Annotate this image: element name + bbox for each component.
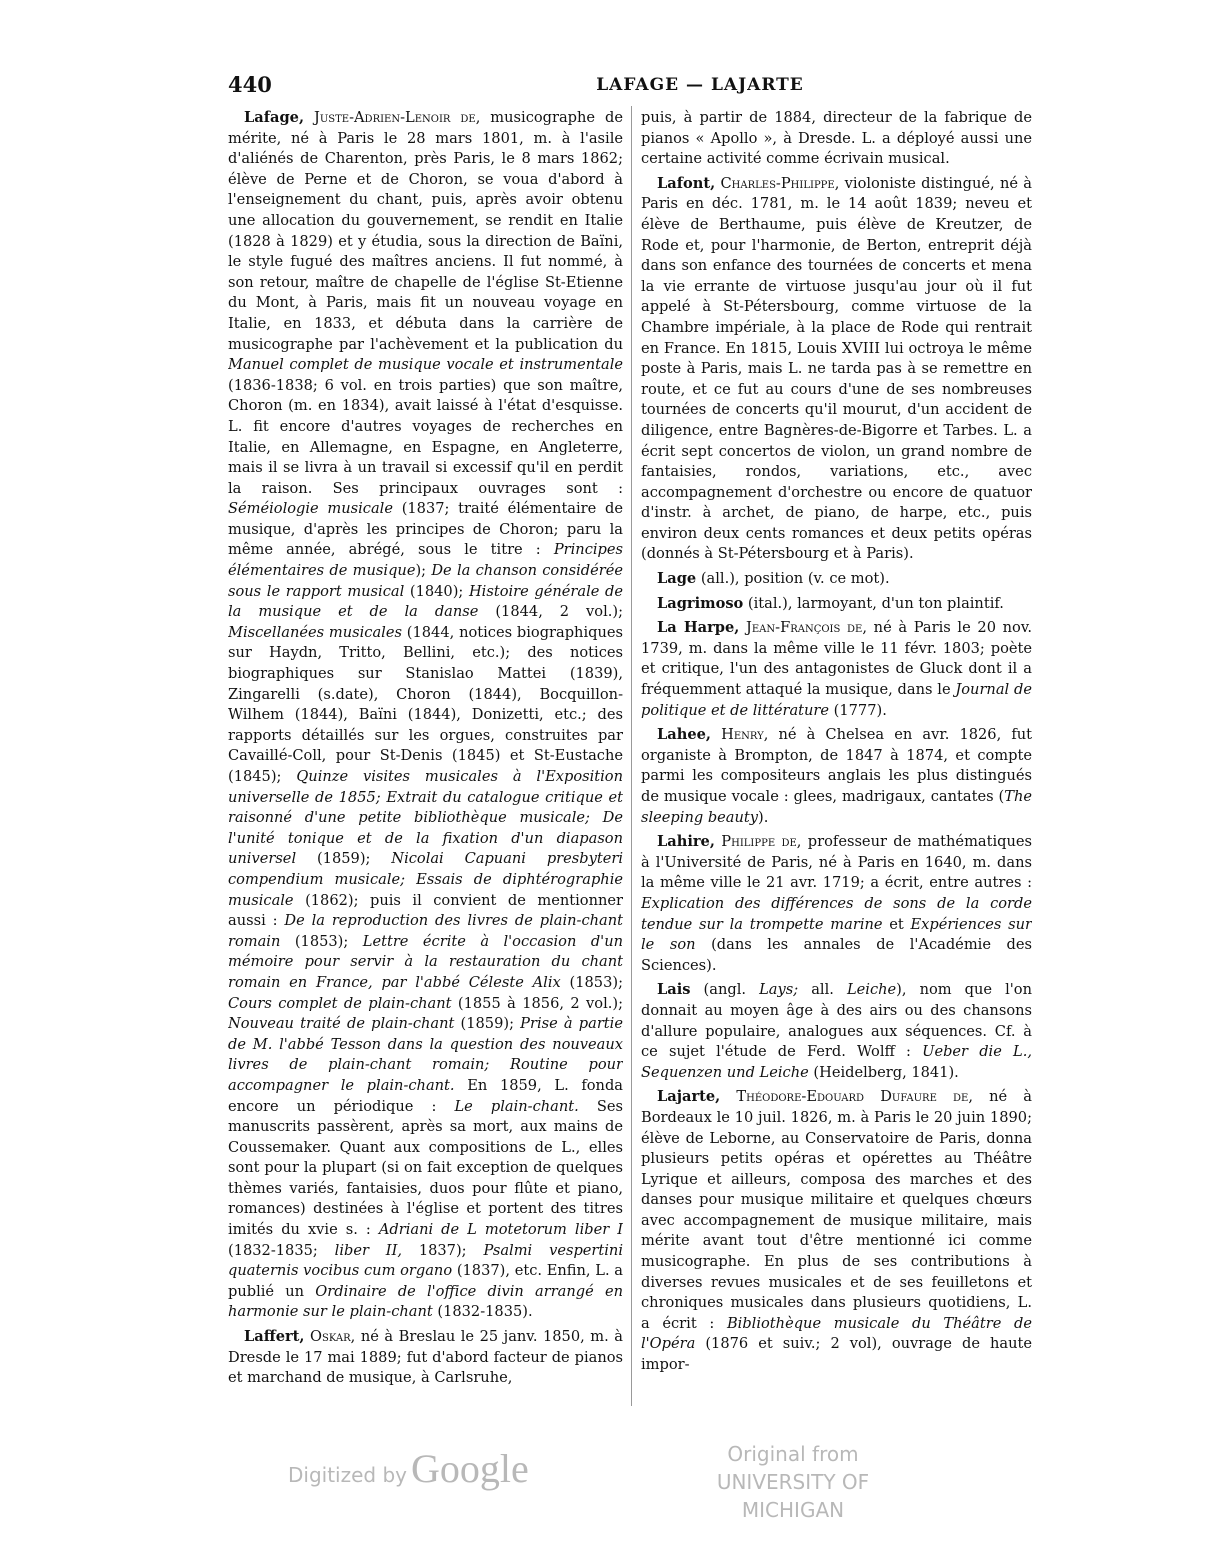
text: (1859); (296, 850, 392, 868)
headword-lajarte: Lajarte, (657, 1088, 721, 1106)
text: (1844, 2 vol.); (478, 603, 623, 621)
text: En 1859, L. fonda encore un périodique : (228, 1076, 623, 1115)
original-from-label: Original from (727, 1442, 859, 1466)
title: Psalmi vespertini quaternis vocibus cum organo (228, 1241, 623, 1280)
text: ); (415, 562, 432, 580)
text: musicographe de mérite, né à Paris le 28 mars 1801, m. à l'asile d'aliénés de Charenton, près Paris, le 8 mars 1862; élève de Perne et de Choron, se voua d'abord à l'enseignement du chant, puis, après avoir obtenu une allocation du gouvernement, se rendit en Italie (1828 à 1829) et y étudia, sous la direction de Baïni, le style fugué des maîtres anciens. Il fut nommé, à son retour, maître de chapelle de l'église St-Etienne du Mont, à Paris, mais fit un nouveau voyage en Italie, en 1833, et débuta dans la carrière de musicographe par l'achèvement et la publication du (228, 109, 623, 353)
text: 1837); (401, 1241, 484, 1259)
headword-lafont: Lafont, (657, 174, 716, 192)
title: Cours complet de plain-chant (228, 994, 452, 1012)
headword-lahire: Lahire, (657, 833, 715, 851)
text: (Heidelberg, 1841). (808, 1063, 959, 1081)
name-lahee: Henry, (721, 726, 769, 744)
column-divider (631, 106, 632, 1406)
text: né à Breslau le 25 janv. 1850, m. à Dresde le 17 mai 1889; fut d'abord facteur de pianos et marchand de musique, à Carlsruhe, (228, 1328, 623, 1387)
entry-lahire (641, 832, 1032, 976)
title: Bibliothèque musicale du Théâtre de l'Opéra (641, 1314, 1032, 1353)
title: Ueber die L., Sequenzen und Leiche (641, 1043, 1032, 1081)
title: Expériences sur le son (641, 915, 1032, 954)
right-column (641, 108, 1032, 1428)
text: (angl. (690, 981, 760, 999)
title: liber II, (334, 1241, 402, 1259)
headword-lage: Lage (657, 570, 697, 588)
title: Miscellanées musicales (228, 623, 402, 641)
text: (1853); (560, 973, 623, 991)
entry-lage (641, 569, 1032, 590)
headword-lahee: Lahee, (657, 726, 711, 744)
title: The sleeping beauty (641, 788, 1032, 826)
title: Nouveau traité de plain-chant (228, 1015, 455, 1033)
text: né à Chelsea en avr. 1826, fut organiste à Brompton, de 1847 à 1874, et compte parmi les compositeurs anglais les plus distingués de musique vocale : glees, madrigaux, cantates ( (641, 726, 1032, 805)
title: Lettre écrite à l'occasion d'un mémoire pour servir à la restauration du chant romain en France, par l'abbé Céleste Alix (228, 932, 623, 991)
text: (1844, notices biographiques sur Haydn, Tritto, Bellini, etc.); des notices biographiques sur Stanislao Mattei (1839), Zingarelli (s.date), Choron (1844), Bocquillon-Wilhem (1844), Baïni (1844), Donizetti, etc.; des rapports détaillés sur les orgues, construites par Cavaillé-Coll, pour St-Denis (1845) et St-Eustache (1845); (228, 623, 623, 785)
page-number: 440 (228, 72, 272, 97)
title: Nicolai Capuani presbyteri compendium musicale; Essais de diphtérographie musicale (228, 850, 623, 909)
headword-lafage: Lafage, (244, 109, 305, 126)
text: né à Bordeaux le 10 juil. 1826, m. à Paris le 20 juin 1890; élève de Leborne, au Conservatoire de Paris, donna plusieurs petits opéras et opérettes au Théâtre Lyrique et ailleurs, composa des marches et des danses pour musique militaire et quelques chœurs avec accompagnement de musique militaire, mais mérite avant tout d'être mentionné ici comme musicographe. En plus de ses contributions à diverses revues musicales et de ses feuilletons et chroniques musicales dans plusieurs quotidiens, L. a écrit : (641, 1088, 1032, 1332)
title: Adriani de L motetorum liber I (378, 1221, 623, 1239)
entry-lafont (641, 174, 1032, 565)
text: all. (798, 981, 847, 999)
name-lafage: Juste-Adrien-Lenoir de, (313, 109, 481, 126)
running-head: LAFAGE — LAJARTE (596, 75, 804, 95)
text: ), nom que l'on donnait au moyen âge à des airs ou des chansons d'allure populaire, analogues aux séquences. Cf. à ce sujet l'étude de Ferd. Wolff : (641, 981, 1032, 1061)
term: Lays; (759, 981, 799, 999)
title: De la reproduction des livres de plain-chant romain (228, 912, 623, 950)
name-la-harpe: Jean-François de, (746, 619, 867, 637)
digitized-prefix: Digitized by (288, 1463, 407, 1487)
headword-lagrimoso: Lagrimoso (657, 594, 744, 612)
title: De la chanson considérée sous le rapport musical (228, 562, 623, 600)
entry-lais (641, 980, 1032, 1083)
entry-lajarte (641, 1087, 1032, 1375)
entry-lafage (228, 108, 623, 1323)
title: Le plain-chant. (454, 1097, 579, 1115)
text: (1837), etc. Enfin, L. a publié un (228, 1262, 623, 1300)
title: Histoire générale de la musique et de la danse (228, 582, 623, 621)
headword-laffert: Laffert, (244, 1328, 305, 1346)
name-lajarte: Théodore-Edouard Dufaure de, (736, 1088, 973, 1106)
text: (dans les annales de l'Académie des Sciences). (641, 936, 1032, 974)
title: Journal de politique et de littérature (641, 681, 1032, 719)
text: (ital.), larmoyant, d'un ton plaintif. (743, 594, 1004, 612)
text: (1837; traité élémentaire de musique, d'après les principes de Choron; paru la même année, abrégé, sous le titre : (228, 500, 623, 559)
text: (1853); (280, 932, 363, 950)
entry-laffert (228, 1327, 623, 1389)
text: (1836-1838; 6 vol. en trois parties) que son maître, Choron (m. en 1834), avait laissé à l'état d'esquisse. L. fit encore d'autres voyages de recherches en Italie, en Allemagne, en Espagne, en Angleterre, mais il se livra à un travail si excessif qu'il en perdit la raison. Ses principaux ouvrages sont : (228, 376, 623, 497)
title: Explication des différences de sons de la corde tendue sur la trompette marine (641, 894, 1032, 933)
text: Ses manuscrits passèrent, après sa mort, aux mains de Coussemaker. Quant aux compositions de L., elles sont pour la plupart (si on fait exception de quelques thèmes variés, fantaisies, duos pour flûte et piano, romances) destinées à l'église et portent des titres imités du xvie s. : (228, 1097, 623, 1239)
text: (1832-1835; (228, 1241, 335, 1259)
text: (1876 et suiv.; 2 vol), ouvrage de haute impor- (641, 1335, 1032, 1374)
name-lahire: Philippe de, (721, 833, 802, 851)
digitized-by-watermark (288, 1445, 529, 1492)
title: Manuel complet de musique vocale et instrumentale (228, 356, 623, 374)
name-laffert: Oskar, (310, 1328, 356, 1346)
text: puis, à partir de 1884, directeur de la fabrique de pianos « Apollo », à Dresde. L. a déployé aussi une certaine activité comme écrivain musical. (641, 109, 1032, 168)
title: Ordinaire de l'office divin arrangé en harmonie sur le plain-chant (228, 1282, 623, 1321)
entry-lagrimoso (641, 594, 1032, 615)
text: ). (758, 808, 769, 826)
original-from-watermark (668, 1440, 918, 1524)
text: (1840); (404, 582, 469, 600)
title: Prise à partie de M. l'abbé Tesson dans la question des nouveaux livres de plain-chant romain; Routine pour accompagner le plain-chant. (228, 1015, 623, 1094)
entry-la-harpe (641, 618, 1032, 721)
text: né à Paris le 20 nov. 1739, m. dans la même ville le 11 févr. 1803; poète et critique, l'un des antagonistes de Gluck dont il a fréquemment attaqué la musique, dans le (641, 619, 1032, 699)
university-label: UNIVERSITY OF MICHIGAN (716, 1470, 870, 1522)
text: (1859); (454, 1015, 521, 1033)
term: Leiche (846, 981, 897, 999)
headword-la-harpe: La Harpe, (657, 619, 740, 637)
entry-laffert-continued (641, 108, 1032, 170)
left-column (228, 108, 623, 1428)
headword-lais: Lais (657, 981, 691, 999)
text: (1862); puis il convient de mentionner aussi : (228, 891, 623, 930)
text: professeur de mathématiques à l'Université de Paris, né à Paris en 1640, m. dans la même ville le 21 avr. 1719; a écrit, entre autres : (641, 833, 1032, 892)
title: Séméiologie musicale (228, 500, 393, 518)
text: (1855 à 1856, 2 vol.); (451, 994, 623, 1012)
google-logo: Google (411, 1446, 529, 1491)
title: Principes élémentaires de musique (228, 541, 623, 580)
text: (1832-1835). (432, 1303, 533, 1321)
text: et (882, 915, 911, 933)
name-lafont: Charles-Philippe, (720, 174, 840, 192)
title: Quinze visites musicales à l'Exposition universelle de 1855; Extrait du catalogue critique et raisonné d'une petite bibliothèque musicale; De l'unité tonique et de la fixation d'un diapason universel (228, 768, 623, 868)
text: violoniste distingué, né à Paris en déc. 1781, m. le 14 août 1839; neveu et élève de Berthaume, puis élève de Kreutzer, de Rode et, pour l'harmonie, de Berton, entreprit déjà dans son enfance des tournées de concerts et mena la vie errante de virtuose jusqu'au jour où il fut appelé à St-Pétersbourg, comme virtuose de la Chambre impériale, à la place de Rode qui rentrait en France. En 1815, Louis XVIII lui octroya le même poste à Paris, mais L. ne tarda pas à se remettre en route, et ce fut au cours d'une de ses nombreuses tournées de concerts qu'il mourut, d'un accident de diligence, entre Bagnères-de-Bigorre et Tarbes. L. a écrit sept concertos de violon, un grand nombre de fantaisies, rondos, variations, etc., avec accompagnement d'orchestre ou encore de quatuor d'instr. à archet, de piano, de harpe, etc., puis environ deux cents romances et deux petits opéras (donnés à St-Pétersbourg et à Paris). (641, 174, 1032, 563)
text: (1777). (829, 701, 887, 719)
entry-lahee (641, 725, 1032, 828)
text: (all.), position (v. ce mot). (696, 570, 890, 588)
